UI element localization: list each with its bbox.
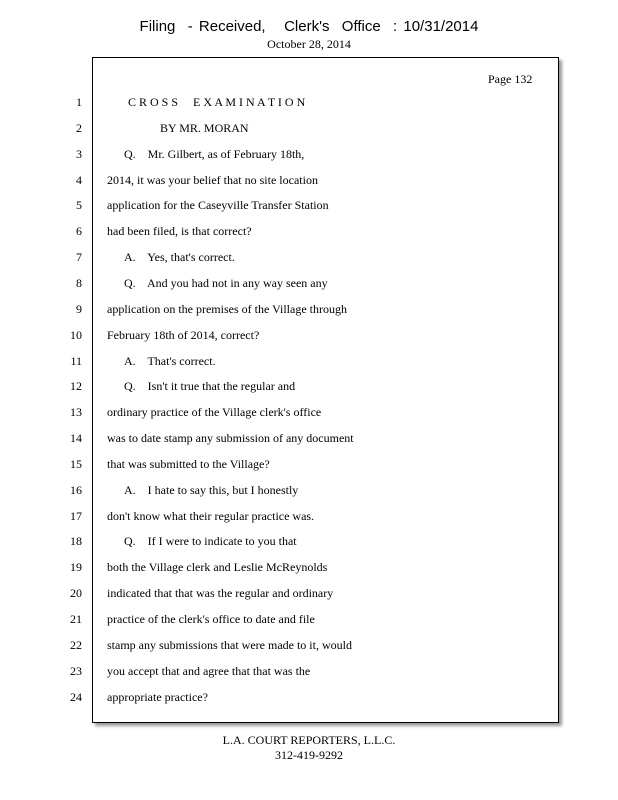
transcript-line-text: Q. Mr. Gilbert, as of February 18th, <box>124 147 305 161</box>
transcript-line-text: had been filed, is that correct? <box>107 224 252 238</box>
line-number: 12 <box>70 379 82 393</box>
line-number: 16 <box>70 483 82 497</box>
line-number: 18 <box>70 534 82 548</box>
line-number: 2 <box>76 121 82 135</box>
filing-stamp: Filing - Received, Clerk's Office : 10/31/2014 <box>139 18 479 35</box>
transcript-line-text: ordinary practice of the Village clerk's office <box>107 405 322 419</box>
transcript-line-text: C R O S S E X A M I N A T I O N <box>128 95 306 109</box>
transcript-line-text: BY MR. MORAN <box>160 121 249 135</box>
transcript-line-text: appropriate practice? <box>107 690 208 704</box>
transcript-line-text: Q. Isn't it true that the regular and <box>124 379 296 393</box>
line-number: 13 <box>70 405 82 419</box>
document-date: October 28, 2014 <box>267 37 351 51</box>
line-number: 1 <box>76 95 82 109</box>
line-number: 19 <box>70 560 82 574</box>
line-number: 24 <box>70 690 82 704</box>
transcript-line-text: A. That's correct. <box>124 354 216 368</box>
transcript-line-text: that was submitted to the Village? <box>107 457 270 471</box>
line-number: 22 <box>70 638 82 652</box>
transcript-line-text: Q. And you had not in any way seen any <box>124 276 328 290</box>
line-number: 8 <box>76 276 82 290</box>
transcript-line-text: application on the premises of the Village through <box>107 302 347 316</box>
footer-company: L.A. COURT REPORTERS, L.L.C. <box>222 733 396 747</box>
transcript-line-text: don't know what their regular practice was. <box>107 509 315 523</box>
line-number: 17 <box>70 509 82 523</box>
transcript-line-text: was to date stamp any submission of any document <box>107 431 354 445</box>
footer-phone: 312-419-9292 <box>275 748 343 762</box>
page-number: Page 132 <box>488 72 533 86</box>
transcript-line-text: practice of the clerk's office to date and file <box>107 612 315 626</box>
line-number: 6 <box>76 224 82 238</box>
transcript-line-text: A. I hate to say this, but I honestly <box>124 483 299 497</box>
line-number: 14 <box>70 431 82 445</box>
line-number: 20 <box>70 586 82 600</box>
transcript-line-text: 2014, it was your belief that no site location <box>107 173 318 187</box>
line-number: 11 <box>70 354 82 368</box>
line-number: 4 <box>76 173 82 187</box>
line-number: 21 <box>70 612 82 626</box>
line-number: 7 <box>76 250 82 264</box>
line-number: 5 <box>76 198 82 212</box>
transcript-line-text: A. Yes, that's correct. <box>124 250 235 264</box>
line-number: 3 <box>76 147 82 161</box>
transcript-line-text: you accept that and agree that that was the <box>107 664 311 678</box>
line-number: 10 <box>70 328 82 342</box>
line-number: 23 <box>70 664 82 678</box>
transcript-line-text: February 18th of 2014, correct? <box>107 328 260 342</box>
transcript-line-text: both the Village clerk and Leslie McReynolds <box>107 560 328 574</box>
line-number: 15 <box>70 457 82 471</box>
transcript-line-text: indicated that that was the regular and ordinary <box>107 586 334 600</box>
transcript-line-text: application for the Caseyville Transfer Station <box>107 198 329 212</box>
transcript-line-text: stamp any submissions that were made to it, would <box>107 638 352 652</box>
line-number: 9 <box>76 302 82 316</box>
transcript-line-text: Q. If I were to indicate to you that <box>124 534 297 548</box>
